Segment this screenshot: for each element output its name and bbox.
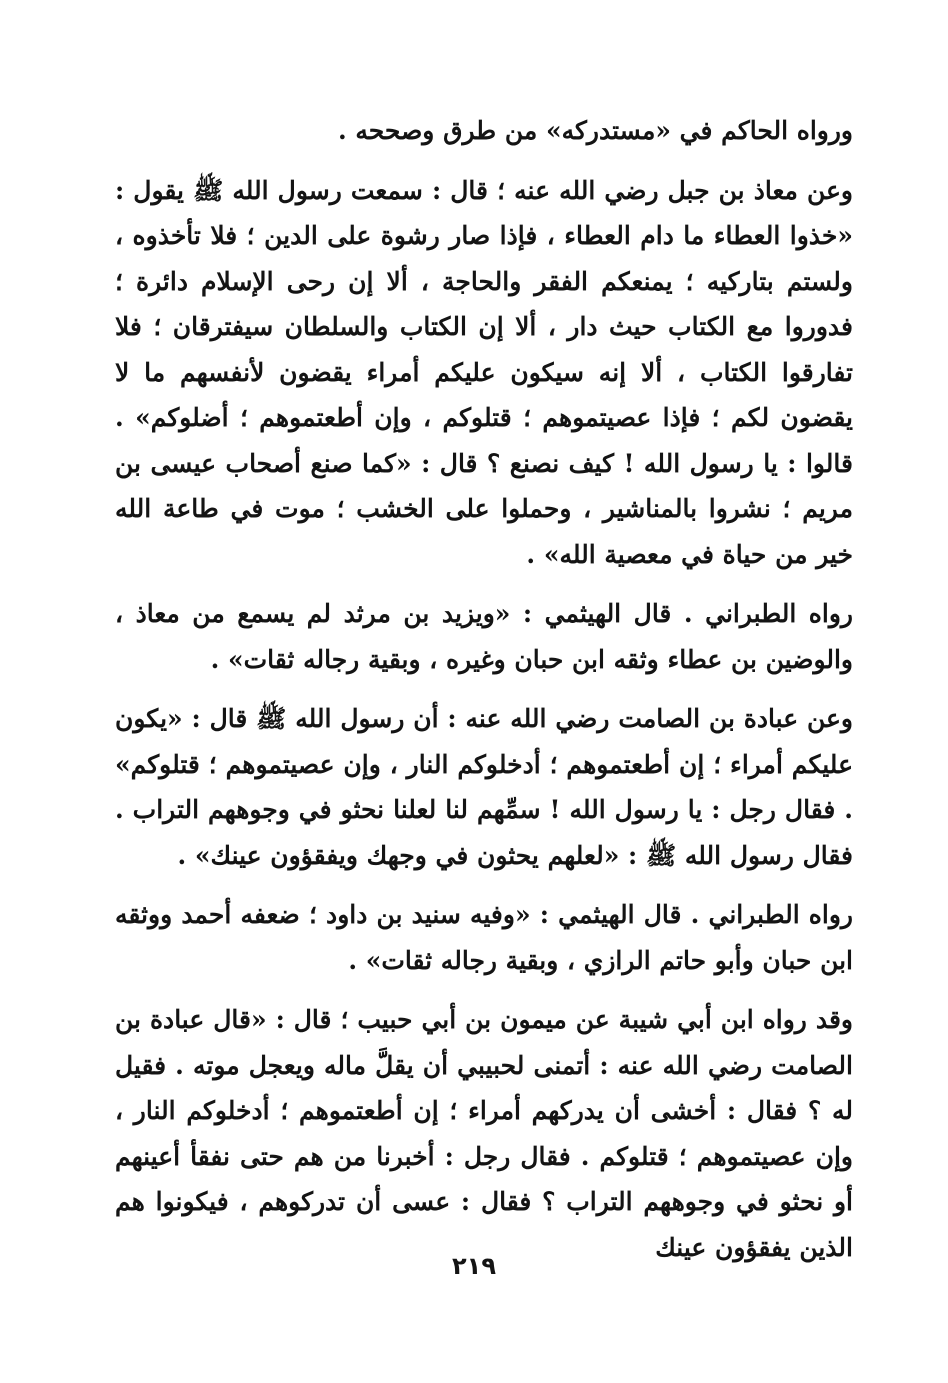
paragraph-ubada-hadith: وعن عبادة بن الصامت رضي الله عنه : أن رسول الله ﷺ قال : «يكون عليكم أمراء ؛ إن أطعتموهم ؛ أدخلوكم النار ، وإن عصيتموهم ؛ قتلوكم» . فقال رجل : يا رسول الله ! سمِّهم لنا لعلنا نحثو في وجوههم التراب . فقال رسول الله ﷺ : «لعلهم يحثون في وجهك ويفقؤون عينك» .	[115, 704, 853, 870]
paragraph-hakim-narration: ورواه الحاكم في «مستدركه» من طرق وصححه .	[337, 116, 853, 145]
paragraph-tabarani-haythami-2: رواه الطبراني . قال الهيثمي : «وفيه سنيد بن داود ؛ ضعفه أحمد ووثقه ابن حبان وأبو حاتم الرازي ، وبقية رجاله ثقات» .	[115, 900, 853, 975]
page-number: ٢١٩	[452, 1252, 496, 1280]
paragraph-muadh-hadith: وعن معاذ بن جبل رضي الله عنه ؛ قال : سمعت رسول الله ﷺ يقول : «خذوا العطاء ما دام العطاء ، فإذا صار رشوة على الدين ؛ فلا تأخذوه ، ولستم بتاركيه ؛ يمنعكم الفقر والحاجة ، ألا إن رحى الإسلام دائرة ؛ فدوروا مع الكتاب حيث دار ، ألا إن الكتاب والسلطان سيفترقان ؛ فلا تفارقوا الكتاب ، ألا إنه سيكون عليكم أمراء يقضون لأنفسهم ما لا يقضون لكم ؛ فإذا عصيتموهم ؛ قتلوكم ، وإن أطعتموهم ؛ أضلوكم» . قالوا : يا رسول الله ! كيف نصنع ؟ قال : «كما صنع أصحاب عيسى بن مريم ؛ نشروا بالمناشير ، وحملوا على الخشب ؛ موت في طاعة الله خير من حياة في معصية الله» .	[115, 175, 853, 569]
paragraph-ibn-abi-shayba: وقد رواه ابن أبي شيبة عن ميمون بن أبي حبيب ؛ قال : «قال عبادة بن الصامت رضي الله عنه : أتمنى لحبيبي أن يقلَّ ماله ويعجل موته . فقيل له ؟ فقال : أخشى أن يدركهم أمراء ؛ إن أطعتموهم ؛ أدخلوكم النار ، وإن عصيتموهم ؛ قتلوكم . فقال رجل : أخبرنا من هم حتى نفقأ أعينهم أو نحثو في وجوههم التراب ؟ فقال : عسى أن تدركوهم ، فيكونوا هم الذين يفقؤون عينك	[115, 1005, 853, 1262]
page-body	[115, 108, 853, 1284]
paragraph-tabarani-haythami-1: رواه الطبراني . قال الهيثمي : «ويزيد بن مرثد لم يسمع من معاذ ، والوضين بن عطاء وثقه ابن حبان وغيره ، وبقية رجاله ثقات» .	[115, 599, 853, 674]
